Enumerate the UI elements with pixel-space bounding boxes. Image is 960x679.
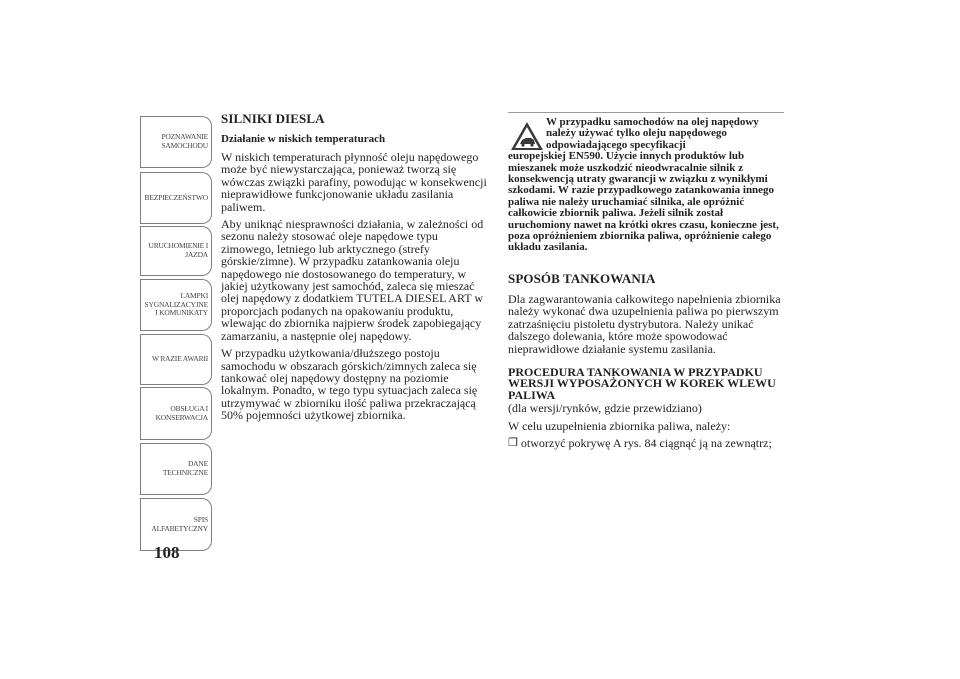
page-number: 108 [154,543,180,562]
section-heading-diesel: SILNIKI DIESLA [221,111,325,126]
section-heading-procedure: PROCEDURA TANKOWANIA W PRZYPADKU WERSJI WYPOSAŻONYCH W KOREK WLEWU PALIWA [508,364,776,402]
tab-label: DANE TECHNICZNE [162,459,208,477]
tab-obsluga-i-konserwacja[interactable] [140,387,212,440]
tab-label: OBSŁUGA I KONSERWACJA [155,403,208,422]
list-item [508,437,784,449]
paragraph: W niskich temperaturach płynność oleju napędowego może być niewystarczająca, ponieważ tworzą się wówczas związki parafiny, powodując w konsekwencji nieprawidłowe funkcjonowanie układu zasilania paliwem. [221,150,487,214]
right-column [508,112,784,450]
subheading-low-temperatures: Działanie w niskich temperaturach [221,133,386,145]
warning-text [508,117,784,254]
warning-box [508,112,784,254]
tab-dane-techniczne[interactable] [140,443,212,495]
procedure-intro: W celu uzupełnienia zbiornika paliwa, należy: [508,418,731,433]
warning-text-indented: W przypadku samochodów na olej napędowy należy używać tylko oleju napędowego odpowiadającego specyfikacji [546,116,759,151]
tab-poznawanie-samochodu[interactable] [140,116,212,168]
checkbox-bullet-icon: ❒ [508,437,518,450]
tab-label: URUCHOMIENIE I JAZDA [148,241,208,259]
list-item-text: otworzyć pokrywę A rys. 84 ciągnąć ją na zewnątrz; [520,436,772,451]
tab-label: LAMPKI SYGNALIZACYJNE I KOMUNIKATY [144,291,208,318]
tab-lampki-sygnalizacyjne[interactable] [140,279,212,331]
paragraph: Aby uniknąć niesprawności działania, w zależności od sezonu należy stosować oleje napędowe typu zimowego, letniego lub arktycznego (strefy górskie/zimne). W przypadku zatankowania oleju napędowego nie dostosowanego do temperatury, w jakiej użytkowany jest samochód, zaleca się mieszać olej napędowy z dodatkiem TUTELA DIESEL ART w proporcjach podanych na opakowaniu produktu, wlewając do zbiornika najpierw środek zapobiegający zamarzaniu, a następnie olej napędowy. [221,217,484,343]
tab-w-razie-awarii[interactable] [140,334,212,385]
tab-uruchomienie-i-jazda[interactable] [140,226,212,276]
tab-bezpieczenstwo[interactable] [140,172,212,224]
tab-label: POZNAWANIE SAMOCHODU [161,132,208,150]
tab-label: BEZPIECZEŃSTWO [144,192,208,202]
paragraph: Dla zagwarantowania całkowitego napełnienia zbiornika należy wykonać dwa uzupełnienia paliwa po pierwszym zatrzaśnięciu pistoletu dystrybutora. Należy unikać dalszego dolewania, które może spowodować nieprawidłowe działanie systemu zasilania. [508,291,781,356]
tab-label: W RAZIE AWARII [151,354,208,364]
left-column [221,112,491,427]
paragraph: W przypadku użytkowania/dłuższego postoju samochodu w obszarach górskich/zimnych zaleca się tankować olej napędowy dostępny na poziomie lokalnym. Ponadto, w tego typu sytuacjach zaleca się utrzymywać w zbiorniku ilość paliwa przekraczającą 50% pojemności użytkowej zbiornika. [221,346,478,423]
procedure-note: (dla wersji/rynków, gdzie przewidziano) [508,401,702,416]
tab-label: SPIS ALFABETYCZNY [151,514,208,533]
warning-text-rest: europejskiej EN590. Użycie innych produktów lub mieszanek może uszkodzić nieodwracalnie silnik z konsekwencją utraty gwarancji w związku z wynikłymi szkodami. W razie przypadkowego zatankowania innego paliwa nie należy uruchamiać silnika, ale opróżnić całkowicie zbiornik paliwa. Jeżeli silnik został uruchomiony nawet na krótki okres czasu, konieczne jest, poza opróżnieniem zbiornika paliwa, opróżnienie całego układu zasilania. [508,150,779,254]
car-warning-triangle-icon [510,121,544,151]
section-heading-refuel: SPOSÓB TANKOWANIA [508,270,656,286]
